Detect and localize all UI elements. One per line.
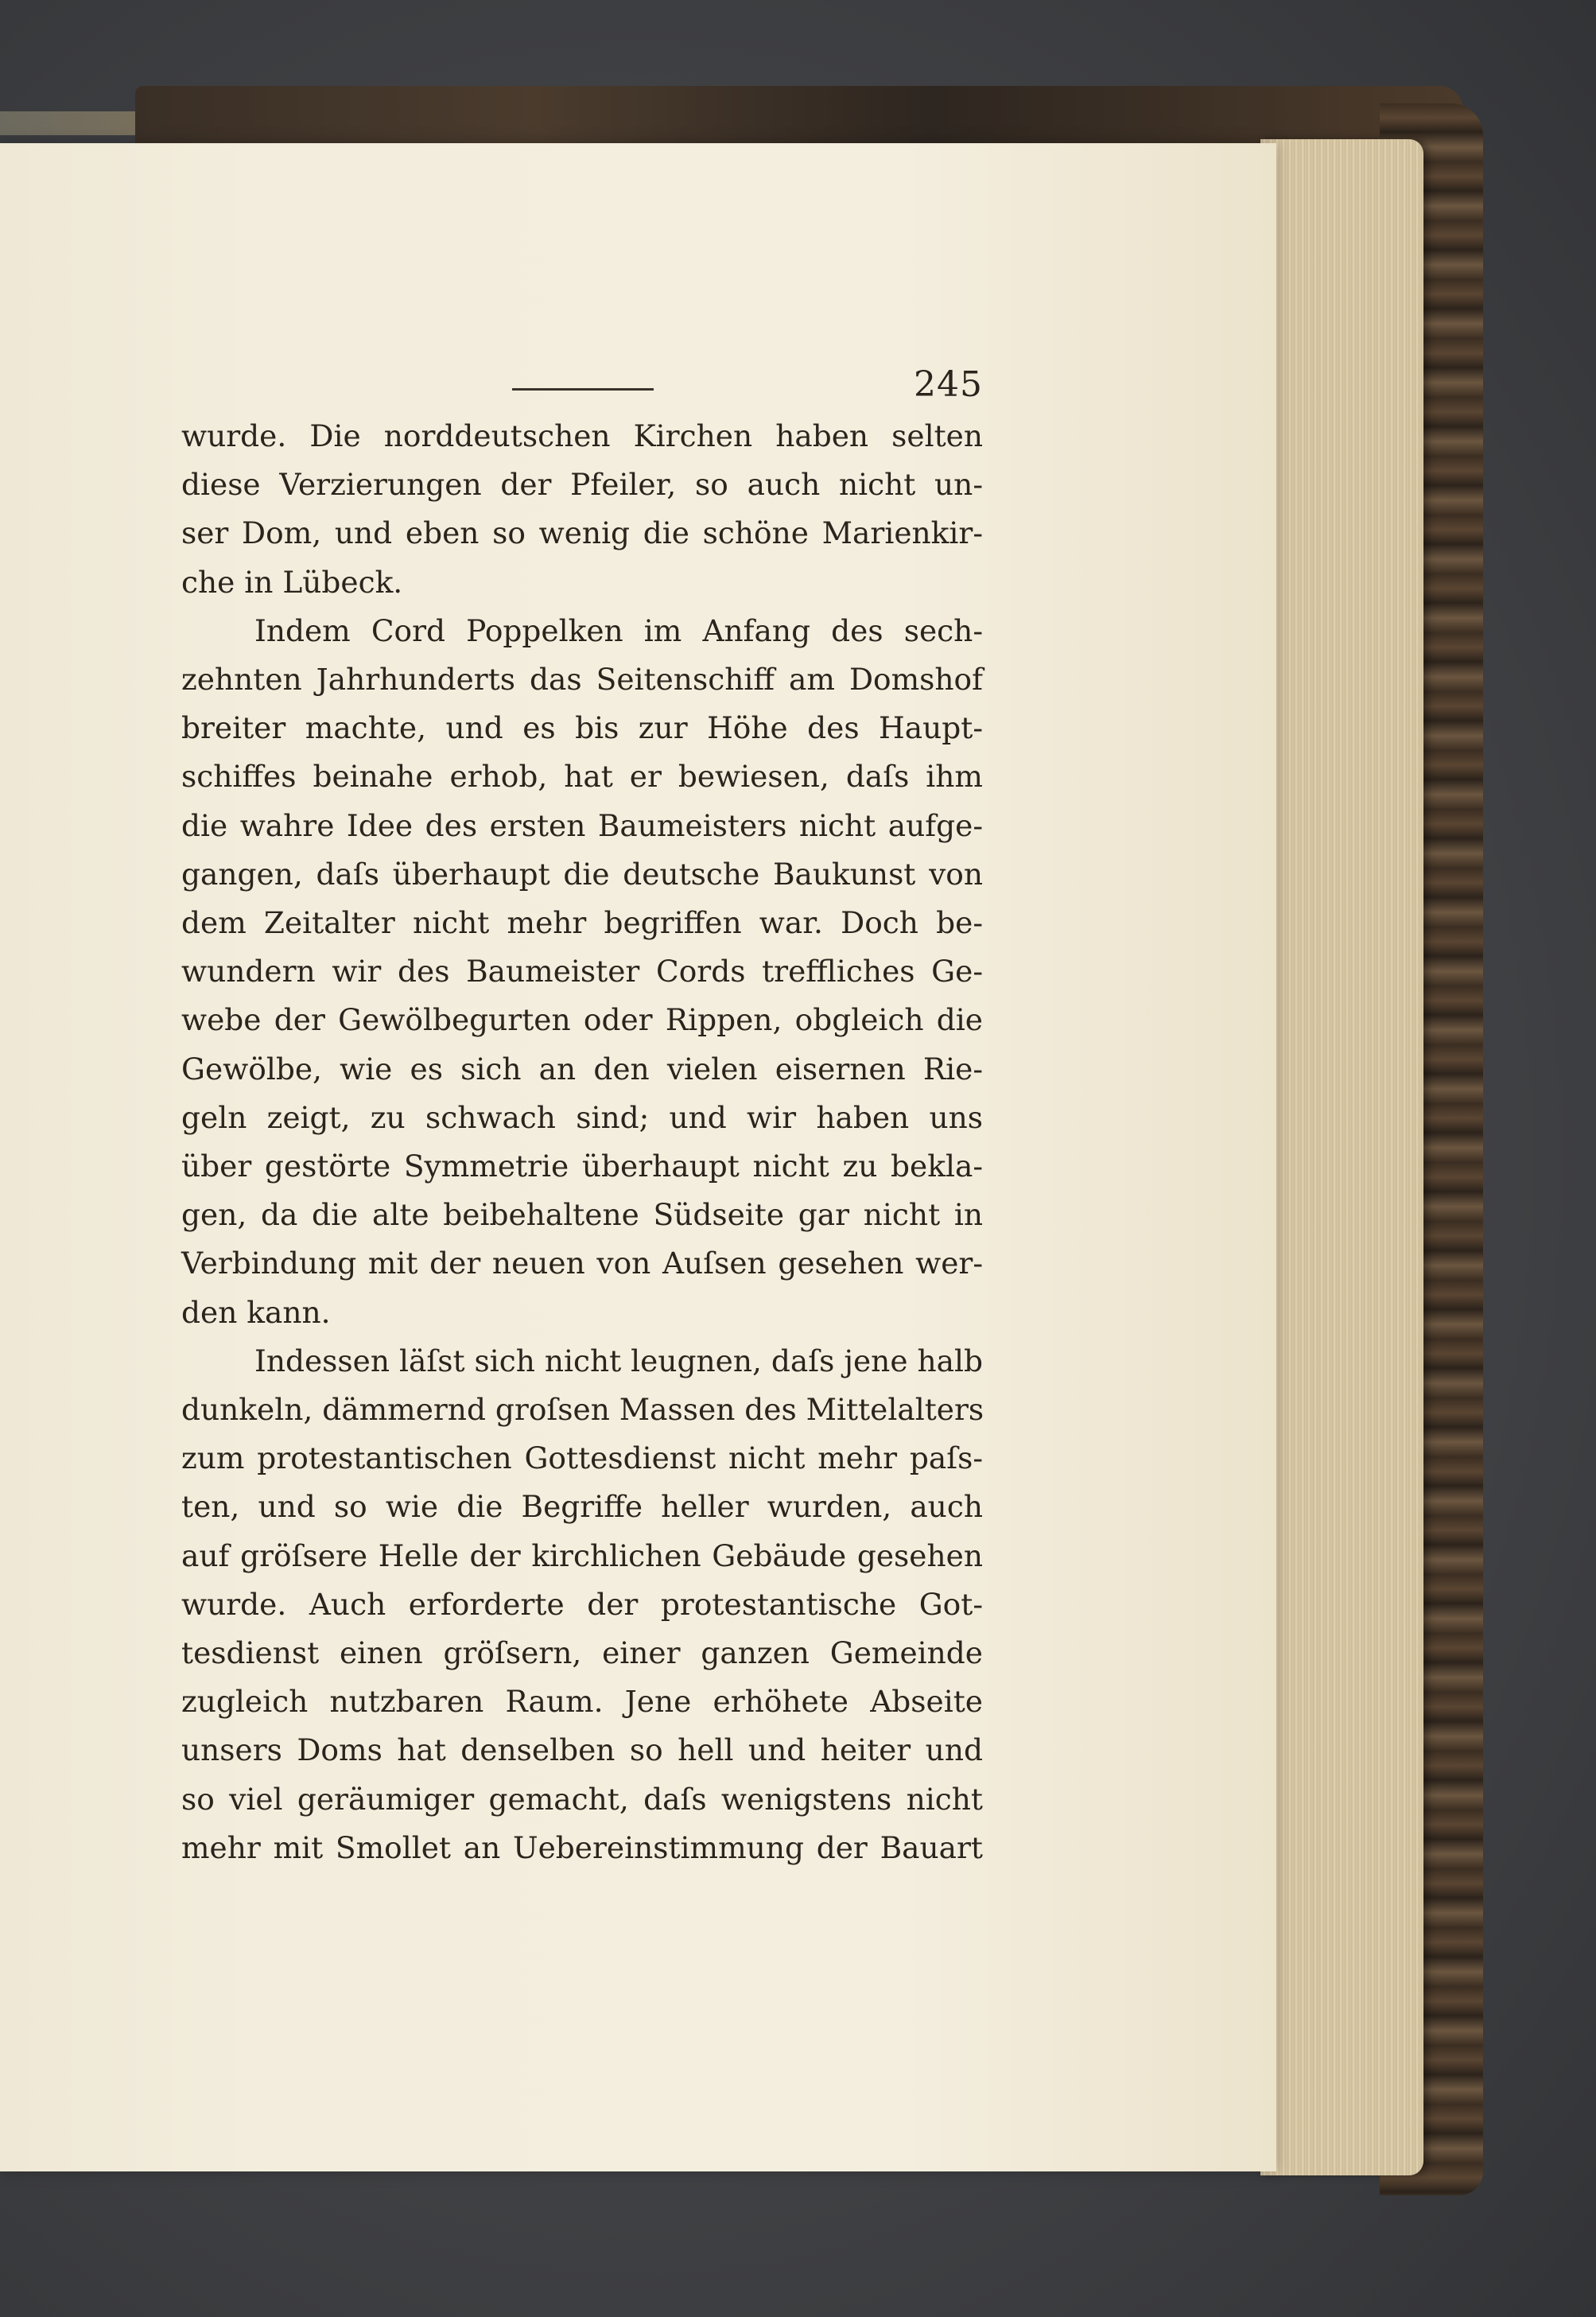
book-page — [0, 143, 1276, 2171]
text-line: geln zeigt, zu schwach sind; und wir haben uns — [181, 1099, 983, 1135]
header-rule — [512, 388, 654, 391]
text-line: zum protestantischen Gottesdienst nicht mehr paſs- — [181, 1440, 983, 1476]
text-line: diese Verzierungen der Pfeiler, so auch nicht un- — [181, 467, 983, 503]
text-line: breiter machte, und es bis zur Höhe des Haupt- — [181, 710, 983, 746]
text-line: gen, da die alte beibehaltene Südseite gar nicht in — [181, 1197, 983, 1233]
text-line: Indem Cord Poppelken im Anfang des sech- — [254, 612, 983, 648]
text-line: schiffes beinahe erhob, hat er bewiesen, daſs ihm — [181, 759, 983, 795]
page-edges — [1260, 139, 1423, 2175]
page-number: 245 — [914, 364, 983, 405]
text-line: wurde. Auch erforderte der protestantische Got- — [181, 1586, 983, 1622]
text-line: mehr mit Smollet an Uebereinstimmung der Bauart — [181, 1829, 983, 1865]
text-line: dunkeln, dämmernd groſsen Massen des Mittelalters — [181, 1392, 984, 1428]
text-line: wundern wir des Baumeister Cords treffliches Ge- — [181, 954, 983, 989]
text-line: webe der Gewölbegurten oder Rippen, obgleich die — [181, 1002, 983, 1038]
text-line: Gewölbe, wie es sich an den vielen eisernen Rie- — [181, 1051, 983, 1087]
text-line: wurde. Die norddeutschen Kirchen haben selten — [181, 418, 983, 453]
text-line: so viel geräumiger gemacht, daſs wenigstens nicht — [181, 1781, 983, 1817]
text-line: zehnten Jahrhunderts das Seitenschiff am Domshof — [181, 662, 983, 698]
text-line: Verbindung mit der neuen von Auſsen gesehen wer- — [181, 1246, 983, 1281]
body-text — [181, 412, 983, 1872]
running-header — [181, 364, 983, 412]
page-text-block — [181, 364, 983, 1872]
text-line: Indessen läſst sich nicht leugnen, daſs jene halb — [254, 1343, 983, 1378]
text-line: zugleich nutzbaren Raum. Jene erhöhete Abseite — [181, 1684, 983, 1720]
text-line: che in Lübeck. — [181, 564, 403, 600]
text-line: dem Zeitalter nicht mehr begriffen war. Doch be- — [181, 905, 983, 941]
text-line: ten, und so wie die Begriffe heller wurden, auch — [181, 1489, 983, 1525]
text-line: die wahre Idee des ersten Baumeisters nicht aufge- — [181, 807, 983, 843]
text-line: gangen, daſs überhaupt die deutsche Baukunst von — [181, 856, 983, 892]
text-line: den kann. — [181, 1294, 331, 1330]
text-line: auf gröſsere Helle der kirchlichen Gebäude gesehen — [181, 1538, 983, 1573]
text-line: ser Dom, und eben so wenig die schöne Marienkir- — [181, 515, 983, 551]
text-line: tesdienst einen gröſsern, einer ganzen Gemeinde — [181, 1635, 983, 1671]
text-line: über gestörte Symmetrie überhaupt nicht zu bekla- — [181, 1149, 983, 1184]
text-line: unsers Doms hat denselben so hell und heiter und — [181, 1732, 983, 1768]
